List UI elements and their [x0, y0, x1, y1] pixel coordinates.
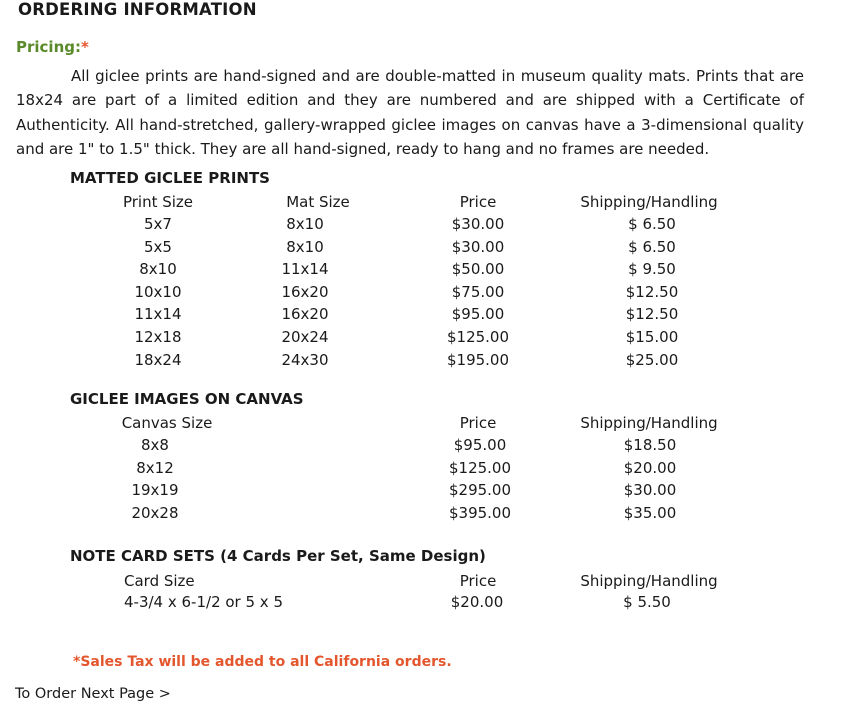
- next-page-link[interactable]: To Order Next Page >: [15, 686, 171, 702]
- intro-text: All giclee prints are hand-signed and are double-matted in museum quality mats. Prints that are 18x24 are part of a limited edition and they are numbered and are shipped with a Certificate of Authenticity. All hand-stretched, gallery-wrapped giclee images on canvas have a 3-dimensional quality and are 1" to 1.5" thick. They are all hand-signed, ready to hang and no frames are needed.: [16, 67, 804, 158]
- matted-row-ship: $12.50: [625, 282, 679, 301]
- canvas-row-price: $95.00: [453, 436, 507, 454]
- canvas-row-size: 8x12: [136, 458, 174, 477]
- matted-row-size: 5x7: [144, 215, 172, 233]
- matted-row-price: $195.00: [446, 350, 510, 369]
- notecards-row-price: $20.00: [450, 593, 504, 611]
- sales-tax-note: *Sales Tax will be added to all California orders.: [73, 654, 452, 670]
- matted-row-mat: 24x30: [281, 350, 329, 369]
- matted-row-ship: $ 6.50: [628, 237, 676, 256]
- canvas-row-size: 20x28: [131, 503, 179, 522]
- notecards-section-title: NOTE CARD SETS (4 Cards Per Set, Same Design): [70, 547, 486, 565]
- matted-row-size: 11x14: [134, 305, 182, 324]
- canvas-row-size: 8x8: [141, 436, 169, 454]
- matted-row-ship: $ 9.50: [628, 260, 676, 279]
- matted-row-size: 8x10: [139, 260, 177, 279]
- matted-row-size: 18x24: [134, 350, 182, 369]
- canvas-section-title: GICLEE IMAGES ON CANVAS: [70, 390, 304, 408]
- matted-row-size: 12x18: [134, 328, 182, 346]
- matted-row-mat: 11x14: [281, 260, 329, 279]
- matted-row-mat: 8x10: [286, 215, 324, 233]
- canvas-row-price: $125.00: [448, 458, 512, 477]
- notecards-header-price: Price: [459, 572, 497, 590]
- matted-row-ship: $ 6.50: [628, 215, 676, 233]
- matted-section-title: MATTED GICLEE PRINTS: [70, 169, 270, 187]
- matted-row-ship: $15.00: [625, 328, 679, 346]
- pricing-label: [16, 38, 89, 56]
- pricing-label-text: Pricing:: [16, 38, 81, 56]
- matted-header-print-size: Print Size: [122, 193, 194, 211]
- notecards-row-size: 4-3/4 x 6-1/2 or 5 x 5: [124, 593, 283, 611]
- matted-row-mat: 20x24: [281, 328, 329, 346]
- canvas-row-price: $395.00: [448, 503, 512, 522]
- canvas-header-price: Price: [459, 414, 497, 432]
- matted-header-price: Price: [459, 193, 497, 211]
- matted-row-price: $75.00: [451, 282, 505, 301]
- canvas-row-size: 19x19: [131, 481, 179, 500]
- canvas-row-ship: $35.00: [623, 503, 677, 522]
- page-title: ORDERING INFORMATION: [18, 0, 257, 19]
- matted-row-price: $95.00: [451, 305, 505, 324]
- matted-row-price: $30.00: [451, 215, 505, 233]
- matted-row-price: $30.00: [451, 237, 505, 256]
- pricing-star: *: [80, 38, 89, 56]
- canvas-header-size: Canvas Size: [121, 414, 213, 432]
- canvas-row-ship: $18.50: [623, 436, 677, 454]
- matted-row-size: 5x5: [144, 237, 172, 256]
- matted-header-shipping: Shipping/Handling: [580, 193, 718, 211]
- matted-row-price: $50.00: [451, 260, 505, 279]
- intro-paragraph: [16, 64, 804, 161]
- matted-row-ship: $25.00: [625, 350, 679, 369]
- canvas-row-ship: $30.00: [623, 481, 677, 500]
- matted-row-mat: 8x10: [286, 237, 324, 256]
- canvas-row-price: $295.00: [448, 481, 512, 500]
- matted-row-mat: 16x20: [281, 305, 329, 324]
- canvas-row-ship: $20.00: [623, 458, 677, 477]
- notecards-header-size: Card Size: [124, 572, 195, 590]
- canvas-header-shipping: Shipping/Handling: [580, 414, 718, 432]
- notecards-header-shipping: Shipping/Handling: [580, 572, 718, 590]
- matted-row-mat: 16x20: [281, 282, 329, 301]
- matted-header-mat-size: Mat Size: [286, 193, 350, 211]
- matted-row-ship: $12.50: [625, 305, 679, 324]
- matted-row-price: $125.00: [446, 328, 510, 346]
- matted-row-size: 10x10: [134, 282, 182, 301]
- notecards-row-ship: $ 5.50: [623, 593, 671, 611]
